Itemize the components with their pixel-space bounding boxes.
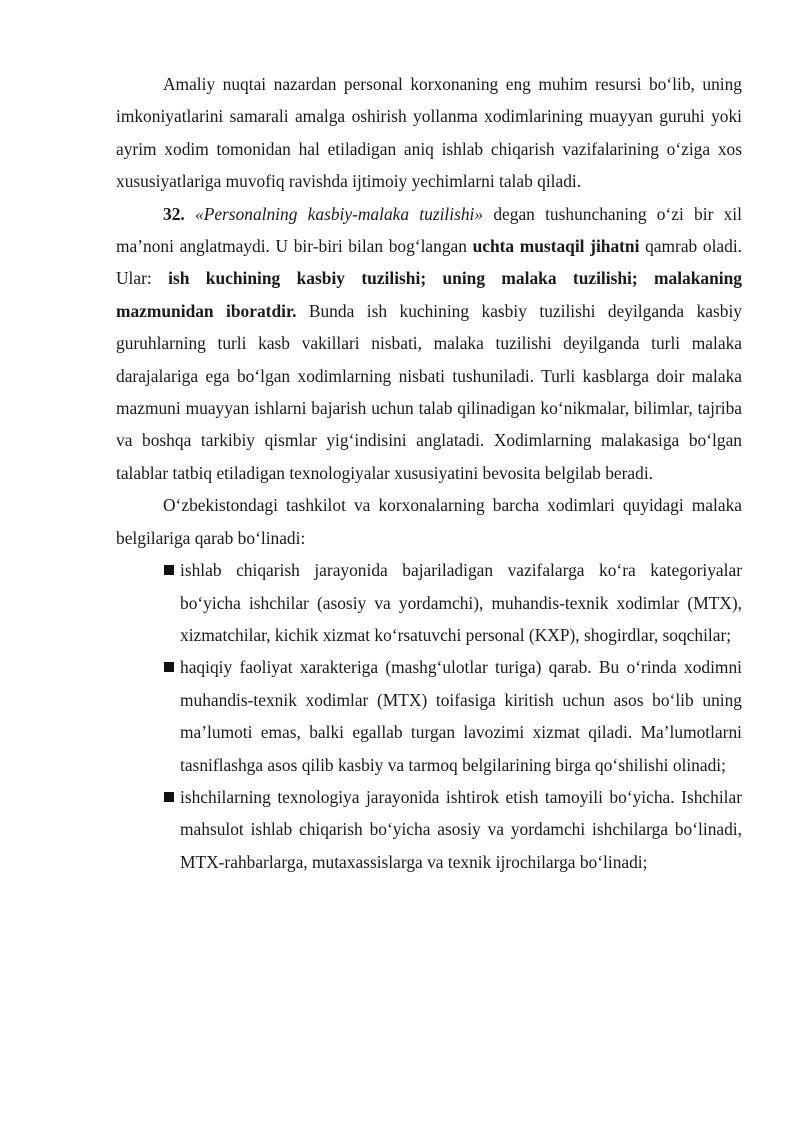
paragraph-2-text-3: Bunda ish kuchining kasbiy tuzilishi deyilganda kasbiy guruhlarning turli kasb vakillari nisbati, malaka tuzilishi deyilganda turli malaka darajalariga ega bo‘lgan xodimlarning nisbati tushuniladi. Turli kasblarga doir malaka mazmuni muayyan ishlarni bajarish uchun talab qilinadigan ko‘nikmalar, bilimlar, tajriba va boshqa tarkibiy qismlar yig‘indisini anglatadi. Xodimlarning malakasiga bo‘lgan talablar tatbiq etiladigan texnologiyalar xususiyatini bevosita belgilab beradi. — [116, 300, 743, 483]
list-item-text: ishchilarning texnologiya jarayonida ishtirok etish tamoyili bo‘yicha. Ishchilar mahsulot ishlab chiqarish bo‘yicha asosiy va yordamchi ishchilarga bo‘linadi, MTX-rahbarlarga, mutaxassislarga va texnik ijrochilarga bo‘linadi; — [180, 786, 742, 872]
paragraph-2-text-2: qamrab oladi. Ular: — [116, 236, 742, 289]
square-bullet-icon — [164, 662, 174, 672]
section-number: 32. — [163, 203, 185, 224]
paragraph-2-text-1: degan tushunchaning o‘zi bir xil ma’noni anglatmaydi. U bir-biri bilan bog‘langan — [116, 203, 742, 257]
paragraph-2-bold-2: ish kuchining kasbiy tuzilishi; uning malaka tuzilishi; malakaning mazmunidan iboratdir. — [116, 268, 742, 321]
list-item-text: ishlab chiqarish jarayonida bajariladigan vazifalarga ko‘ra kategoriyalar bo‘yicha ishchilar (asosiy va yordamchi), muhandis-texnik xodimlar (MTX), xizmatchilar, kichik xizmat ko‘rsatuvchi personal (KXP), shogirdlar, soqchilar; — [180, 560, 742, 645]
list-item — [180, 781, 742, 878]
paragraph-3: O‘zbekistondagi tashkilot va korxonalarning barcha xodimlari quyidagi malaka belgilariga qarab bo‘linadi: — [116, 495, 742, 548]
list-item — [180, 554, 742, 651]
list-item-text: haqiqiy faoliyat xarakteriga (mashg‘ulotlar turiga) qarab. Bu o‘rinda xodimni muhandis-texnik xodimlar (MTX) toifasiga kiritish uchun asos bo‘lib uning ma’lumoti emas, balki egallab turgan lavozimi xizmat qiladi. Ma’lumotlarni tasniflashga asos qilib kasbiy va tarmoq belgilarining birga qo‘shilishi olinadi; — [180, 657, 742, 775]
square-bullet-icon — [164, 565, 174, 575]
list-item — [180, 651, 742, 781]
document-body — [116, 68, 742, 878]
paragraph-2 — [116, 198, 742, 490]
bullet-list — [116, 554, 742, 878]
paragraph-2-bold-1: uchta mustaqil jihatni — [472, 236, 640, 257]
paragraph-1: Amaliy nuqtai nazardan personal korxonaning eng muhim resursi bo‘lib, uning imkoniyatlarini samarali amalga oshirish yollanma xodimlarining muayyan guruhi yoki ayrim xodim tomonidan hal etiladigan aniq ishlab chiqarish vazifalarining o‘ziga xos xususiyatlariga muvofiq ravishda ijtimoiy yechimlarni talab qiladi. — [116, 74, 742, 192]
square-bullet-icon — [164, 792, 174, 802]
term-title: «Personalning kasbiy-malaka tuzilishi» — [195, 203, 484, 224]
